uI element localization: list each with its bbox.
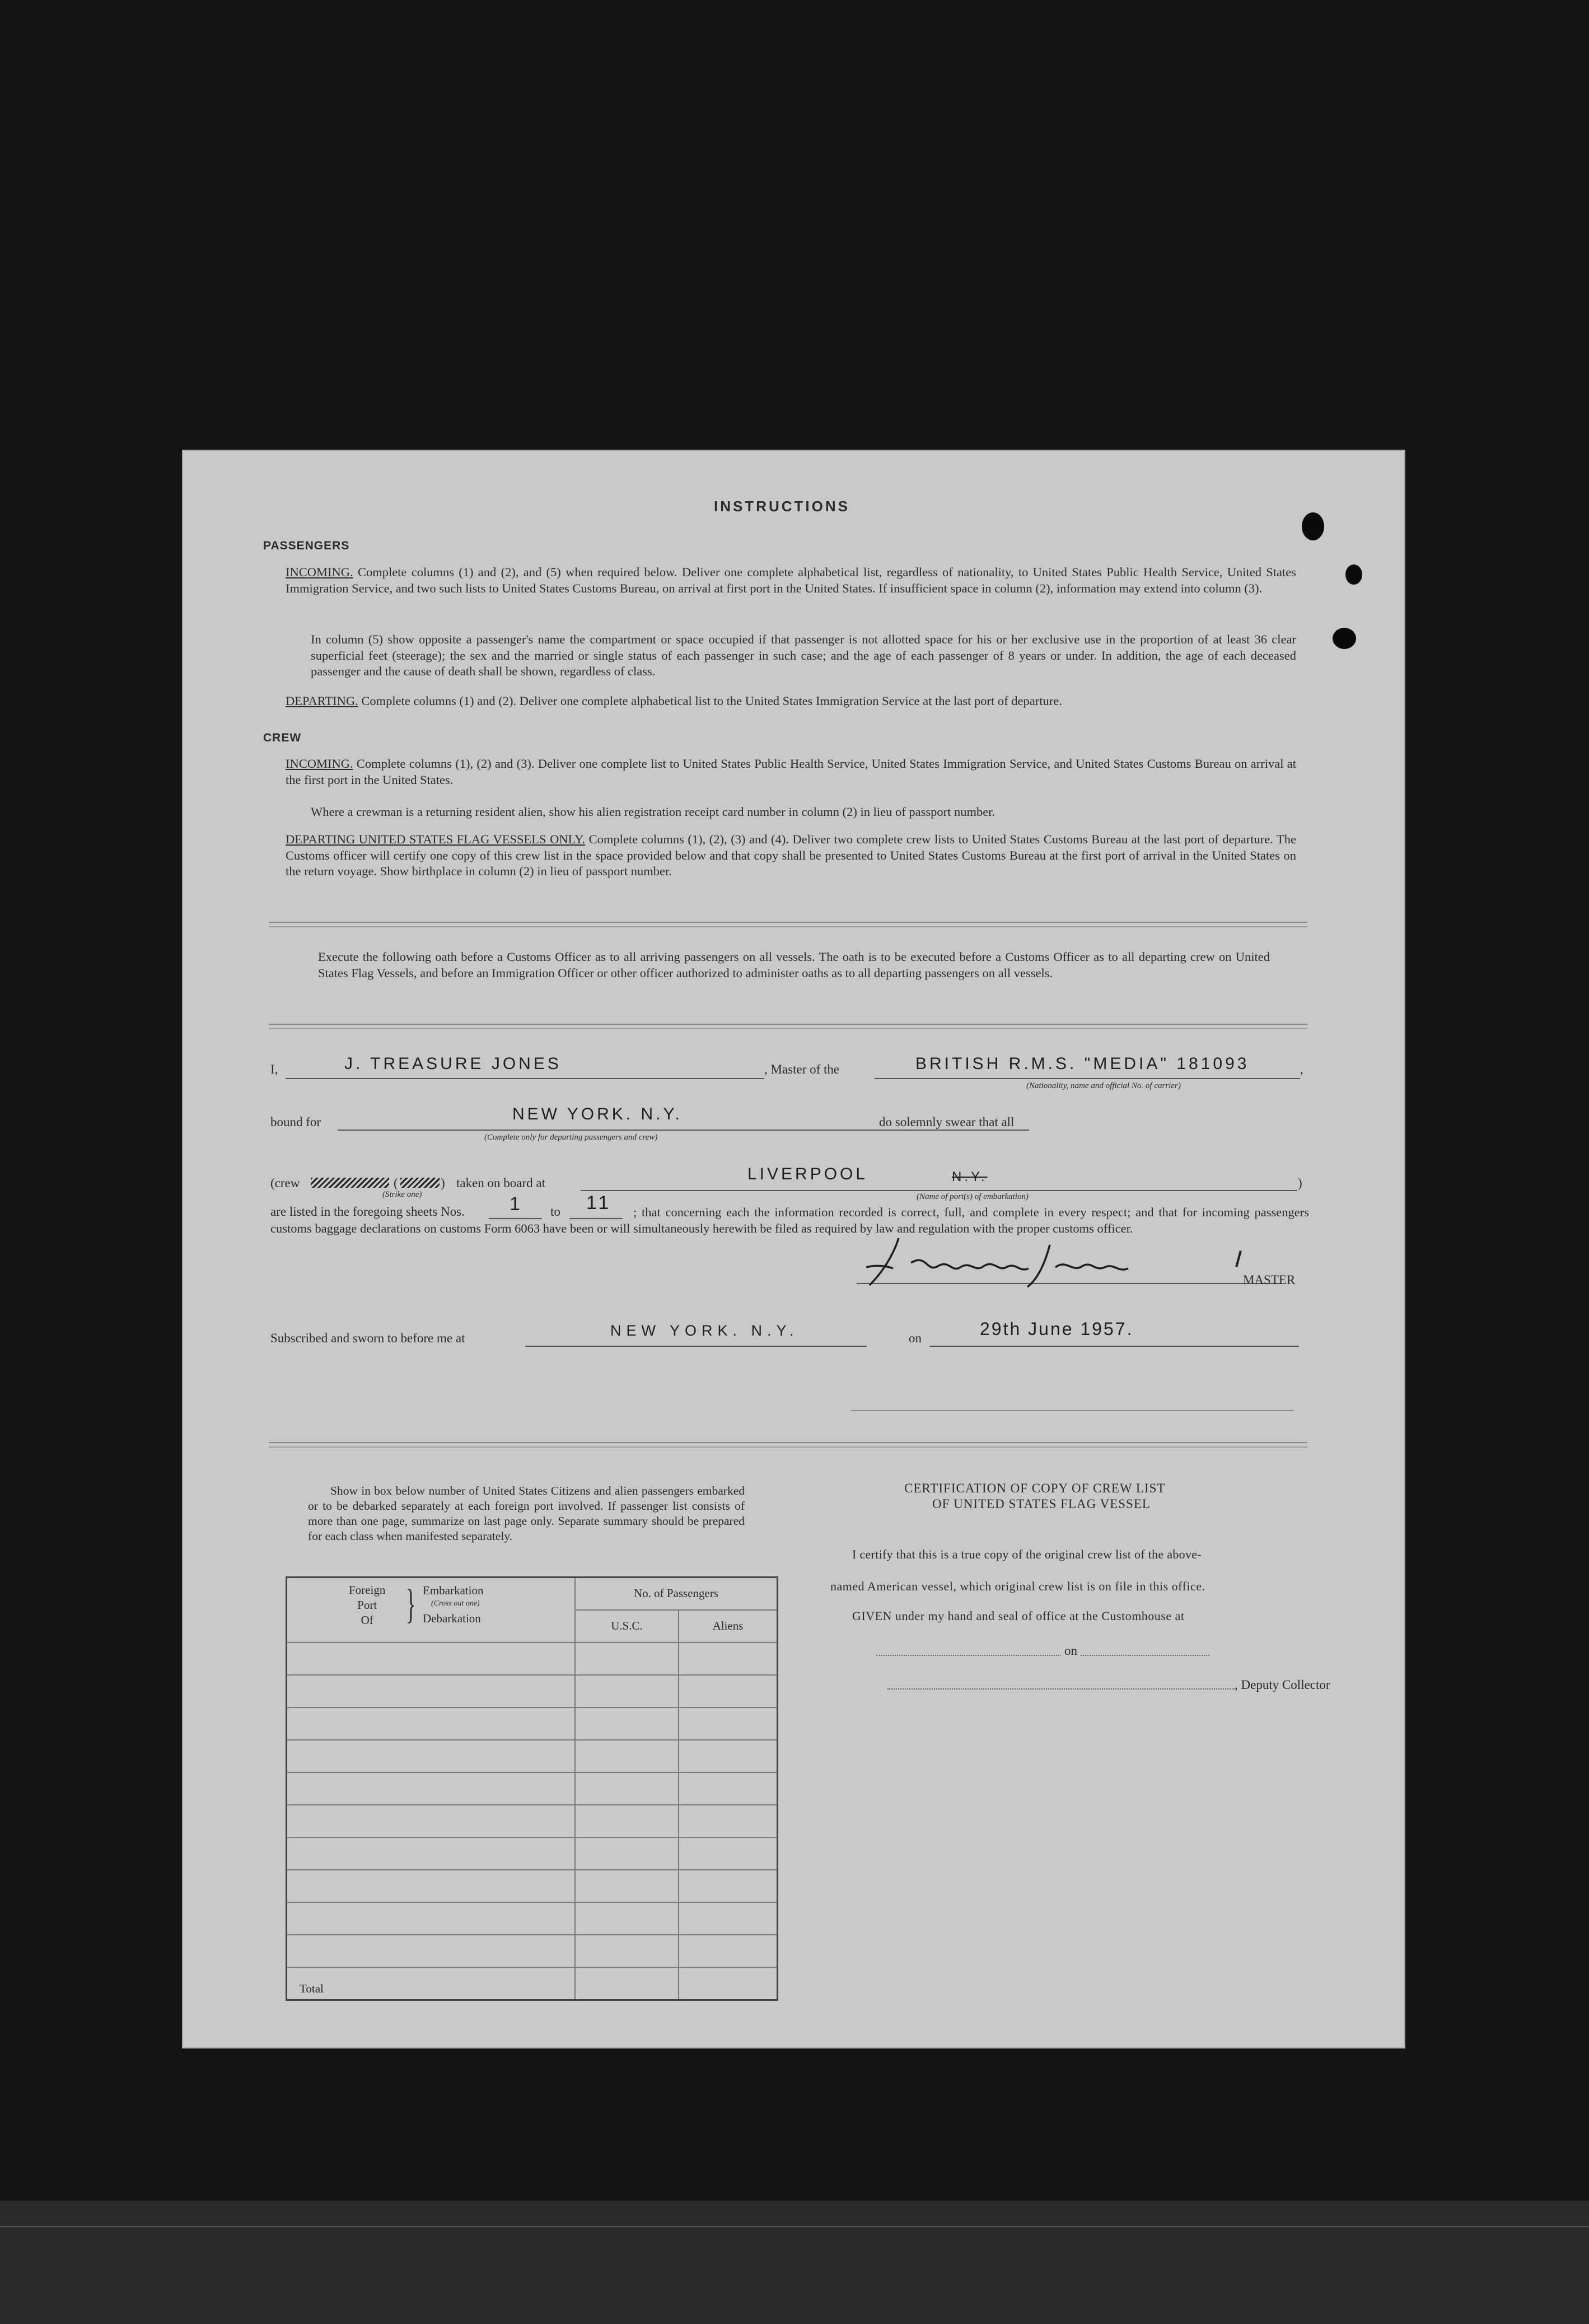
table-row [287, 1707, 778, 1740]
form-page [182, 450, 1405, 2048]
table-row [287, 1642, 778, 1675]
close-paren-end: ) [1298, 1176, 1302, 1190]
to-label: to [550, 1205, 560, 1219]
table-row [287, 1740, 778, 1772]
passengers-heading: PASSENGERS [263, 539, 350, 552]
divider [269, 926, 1307, 927]
port-cell[interactable] [287, 1675, 576, 1707]
usc-cell[interactable] [575, 1642, 679, 1675]
statement-text: ; that concerning each the information recorded is correct, full, and complete in every respect; and that for incoming passengers customs baggage declarations on customs Form 6063 have been or will simultaneously herewith be filed as required by law and regulation with the proper customs officer. [270, 1205, 1309, 1235]
crew-incoming-label: INCOMING. [286, 757, 353, 771]
port-cell[interactable] [287, 1772, 576, 1805]
usc-cell[interactable] [575, 1675, 679, 1707]
port-header-cell [287, 1578, 576, 1642]
divider [269, 1024, 1307, 1025]
usc-cell[interactable] [575, 1837, 679, 1870]
port-cell[interactable] [287, 1837, 576, 1870]
crew-alien-paragraph: Where a crewman is a returning resident alien, show his alien registration receipt card number in column (2) in lieu of passport number. [311, 805, 996, 819]
officer-signature-line [851, 1410, 1293, 1411]
incoming-label: INCOMING. [286, 565, 353, 579]
film-scan-line [0, 2226, 1589, 2227]
flag-label: DEPARTING UNITED STATES FLAG VESSELS ONLY. [286, 832, 586, 846]
usc-cell[interactable] [575, 1772, 679, 1805]
table-row [287, 1935, 778, 1967]
port-cell[interactable] [287, 1805, 576, 1837]
flag-vessels [286, 832, 1296, 880]
sheet-from-value: 1 [510, 1193, 523, 1215]
summary-instructions-text: Show in box below number of United States Citizens and alien passengers embarked or to be debarked separately at each foreign port involved. If passenger list consists of more than one page, summarize on last page only. Separate summary should be prepared for each class when manifested separately. [308, 1484, 745, 1543]
port-cell[interactable] [287, 1642, 576, 1675]
divider [269, 1442, 1307, 1443]
port-word: Port [357, 1598, 377, 1612]
ink-blot [1333, 628, 1356, 649]
certification-text-2: named American vessel, which original crew list is on file in this office. [830, 1579, 1205, 1593]
aliens-cell[interactable] [679, 1805, 778, 1837]
bound-caption: (Complete only for departing passengers and crew) [484, 1133, 658, 1142]
usc-header: U.S.C. [575, 1610, 679, 1642]
table-row [287, 1837, 778, 1870]
on-label: on [909, 1331, 922, 1345]
certification-text-3: GIVEN under my hand and seal of office at the Customhouse at [852, 1609, 1185, 1623]
port-cell[interactable] [287, 1935, 576, 1967]
port-struck-value: N.Y. [952, 1169, 988, 1184]
table-row [287, 1675, 778, 1707]
total-usc-cell[interactable] [575, 1967, 679, 2000]
master-name-line [286, 1078, 764, 1079]
departing-label: DEPARTING. [286, 694, 358, 708]
total-row [287, 1967, 778, 2000]
sheet-to-value: 11 [586, 1192, 612, 1214]
signature-tick [1235, 1250, 1242, 1267]
sworn-place-value: NEW YORK. N.Y. [610, 1322, 799, 1339]
crew-label: (crew [270, 1176, 300, 1190]
film-bottom-band [0, 2201, 1589, 2324]
ink-blot [1302, 512, 1324, 540]
master-label: MASTER [1243, 1273, 1296, 1287]
aliens-cell[interactable] [679, 1837, 778, 1870]
crew-incoming-text: Complete columns (1), (2) and (3). Deliver one complete list to United States Public Health Service, United States Immigration Service, and United States Customs Bureau on arrival at the first port in the United States. [286, 757, 1297, 787]
embarkation-label: Embarkation [423, 1584, 484, 1597]
port-cell[interactable] [287, 1740, 576, 1772]
port-value: LIVERPOOL [747, 1165, 868, 1183]
comma: , [1300, 1062, 1303, 1076]
master-signature [859, 1234, 1151, 1290]
brace: } [405, 1581, 416, 1627]
incoming-text: Complete columns (1) and (2), and (5) when required below. Deliver one complete alphabetical list, regardless of nationality, to United States Public Health Service, United States Immigration Service, and two such lists to United States Customs Bureau, on arrival at first port in the United States. If insufficient space in column (2), information may extend into column (3). [286, 565, 1297, 595]
vessel-line [875, 1078, 1300, 1079]
divider [269, 1028, 1307, 1029]
summary-instructions [308, 1483, 745, 1544]
divider [269, 922, 1307, 923]
passengers-departing [286, 693, 1296, 710]
struck-out-crew [400, 1178, 440, 1188]
certification-on-label: on [1061, 1644, 1081, 1658]
usc-cell[interactable] [575, 1707, 679, 1740]
passengers-incoming [286, 564, 1296, 596]
aliens-cell[interactable] [679, 1675, 778, 1707]
aliens-cell[interactable] [679, 1902, 778, 1935]
no-of-passengers-header: No. of Passengers [575, 1578, 778, 1610]
oath-statement [270, 1205, 1309, 1236]
master-name-value: J. TREASURE JONES [344, 1054, 562, 1073]
port-line [581, 1190, 1297, 1191]
aliens-header: Aliens [679, 1610, 778, 1642]
crew-incoming [286, 756, 1296, 788]
foreign-word: Foreign [349, 1583, 386, 1597]
of-word: Of [361, 1613, 373, 1627]
port-cell[interactable] [287, 1870, 576, 1902]
usc-cell[interactable] [575, 1870, 679, 1902]
aliens-cell[interactable] [679, 1740, 778, 1772]
flag-text: Complete columns (1), (2), (3) and (4). Deliver two complete crew lists to United States Customs Bureau at the last port of departure. The Customs officer will certify one copy of this crew list in the space provided below and that copy shall be presented to United States Customs Bureau at the first port of arrival in the United States on the return voyage. Show birthplace in column (2) in lieu of passport number. [286, 832, 1296, 878]
deputy-line [887, 1688, 1235, 1690]
port-cell[interactable] [287, 1707, 576, 1740]
vessel-value: BRITISH R.M.S. "MEDIA" 181093 [915, 1054, 1250, 1073]
usc-cell[interactable] [575, 1935, 679, 1967]
aliens-cell[interactable] [679, 1707, 778, 1740]
certification-text-1: I certify that this is a true copy of the original crew list of the above- [852, 1547, 1202, 1561]
listed-label: are listed in the foregoing sheets Nos. [270, 1205, 465, 1219]
cross-out-caption: (Cross out one) [431, 1599, 480, 1608]
subscribed-label: Subscribed and sworn to before me at [270, 1331, 465, 1345]
divider [269, 1446, 1307, 1448]
signature-text-hidden [859, 1256, 863, 1257]
i-label: I, [270, 1062, 278, 1076]
sworn-place-line [525, 1346, 867, 1347]
port-caption: (Name of port(s) of embarkation) [917, 1192, 1029, 1201]
debarkation-label: Debarkation [423, 1612, 481, 1625]
usc-cell[interactable] [575, 1902, 679, 1935]
strike-caption: (Strike one) [382, 1190, 422, 1199]
swear-text: do solemnly swear that all [879, 1115, 1015, 1129]
oath-intro: Execute the following oath before a Customs Officer as to all arriving passengers on all vessels. The oath is to be executed before a Customs Officer as to all departing crew on United States Flag Vessels, and before an Immigration Officer or other officer authorized to administer oaths as to all departing passengers on all vessels. [318, 950, 1270, 980]
total-aliens-cell[interactable] [679, 1967, 778, 2000]
instructions-title: INSTRUCTIONS [714, 498, 850, 515]
bound-line [338, 1130, 1029, 1131]
usc-cell[interactable] [575, 1805, 679, 1837]
certification-heading-2: OF UNITED STATES FLAG VESSEL [932, 1497, 1151, 1511]
sworn-date-value: 29th June 1957. [980, 1319, 1134, 1339]
close-paren: ) [441, 1176, 445, 1190]
table-row [287, 1902, 778, 1935]
usc-cell[interactable] [575, 1740, 679, 1772]
ink-blot [1345, 564, 1362, 585]
crew-heading: CREW [263, 731, 302, 744]
deputy-label: , Deputy Collector [1235, 1678, 1330, 1692]
port-cell[interactable] [287, 1902, 576, 1935]
total-label: Total [287, 1967, 576, 2000]
certification-heading-1: CERTIFICATION OF COPY OF CREW LIST [904, 1481, 1166, 1495]
aliens-cell[interactable] [679, 1642, 778, 1675]
table-row [287, 1772, 778, 1805]
vessel-caption: (Nationality, name and official No. of carrier) [1026, 1081, 1181, 1090]
passenger-summary-table [286, 1576, 778, 2001]
table-row [287, 1805, 778, 1837]
open-paren: ( [394, 1176, 398, 1190]
taken-label: taken on board at [456, 1176, 546, 1190]
column5-paragraph: In column (5) show opposite a passenger's name the compartment or space occupied if that passenger is not allotted space for his or her exclusive use in the proportion of at least 36 clear superficial feet (steerage); the sex and the married or single status of each passenger in such case; and the age of each passenger of 8 years or under. In addition, the age of each deceased passenger and the cause of death shall be shown, regardless of class. [311, 632, 1296, 678]
struck-out-passengers [311, 1178, 389, 1188]
bound-value: NEW YORK. N.Y. [512, 1105, 683, 1123]
foreign-port-of [349, 1583, 385, 1628]
departing-text: Complete columns (1) and (2). Deliver one complete alphabetical list to the United States Immigration Service at the last port of departure. [361, 694, 1062, 708]
table-row [287, 1870, 778, 1902]
master-of-label: , Master of the [764, 1062, 840, 1076]
aliens-cell[interactable] [679, 1935, 778, 1967]
customhouse-line [876, 1655, 1209, 1656]
aliens-cell[interactable] [679, 1772, 778, 1805]
sworn-date-line [929, 1346, 1299, 1347]
bound-label: bound for [270, 1115, 321, 1129]
aliens-cell[interactable] [679, 1870, 778, 1902]
